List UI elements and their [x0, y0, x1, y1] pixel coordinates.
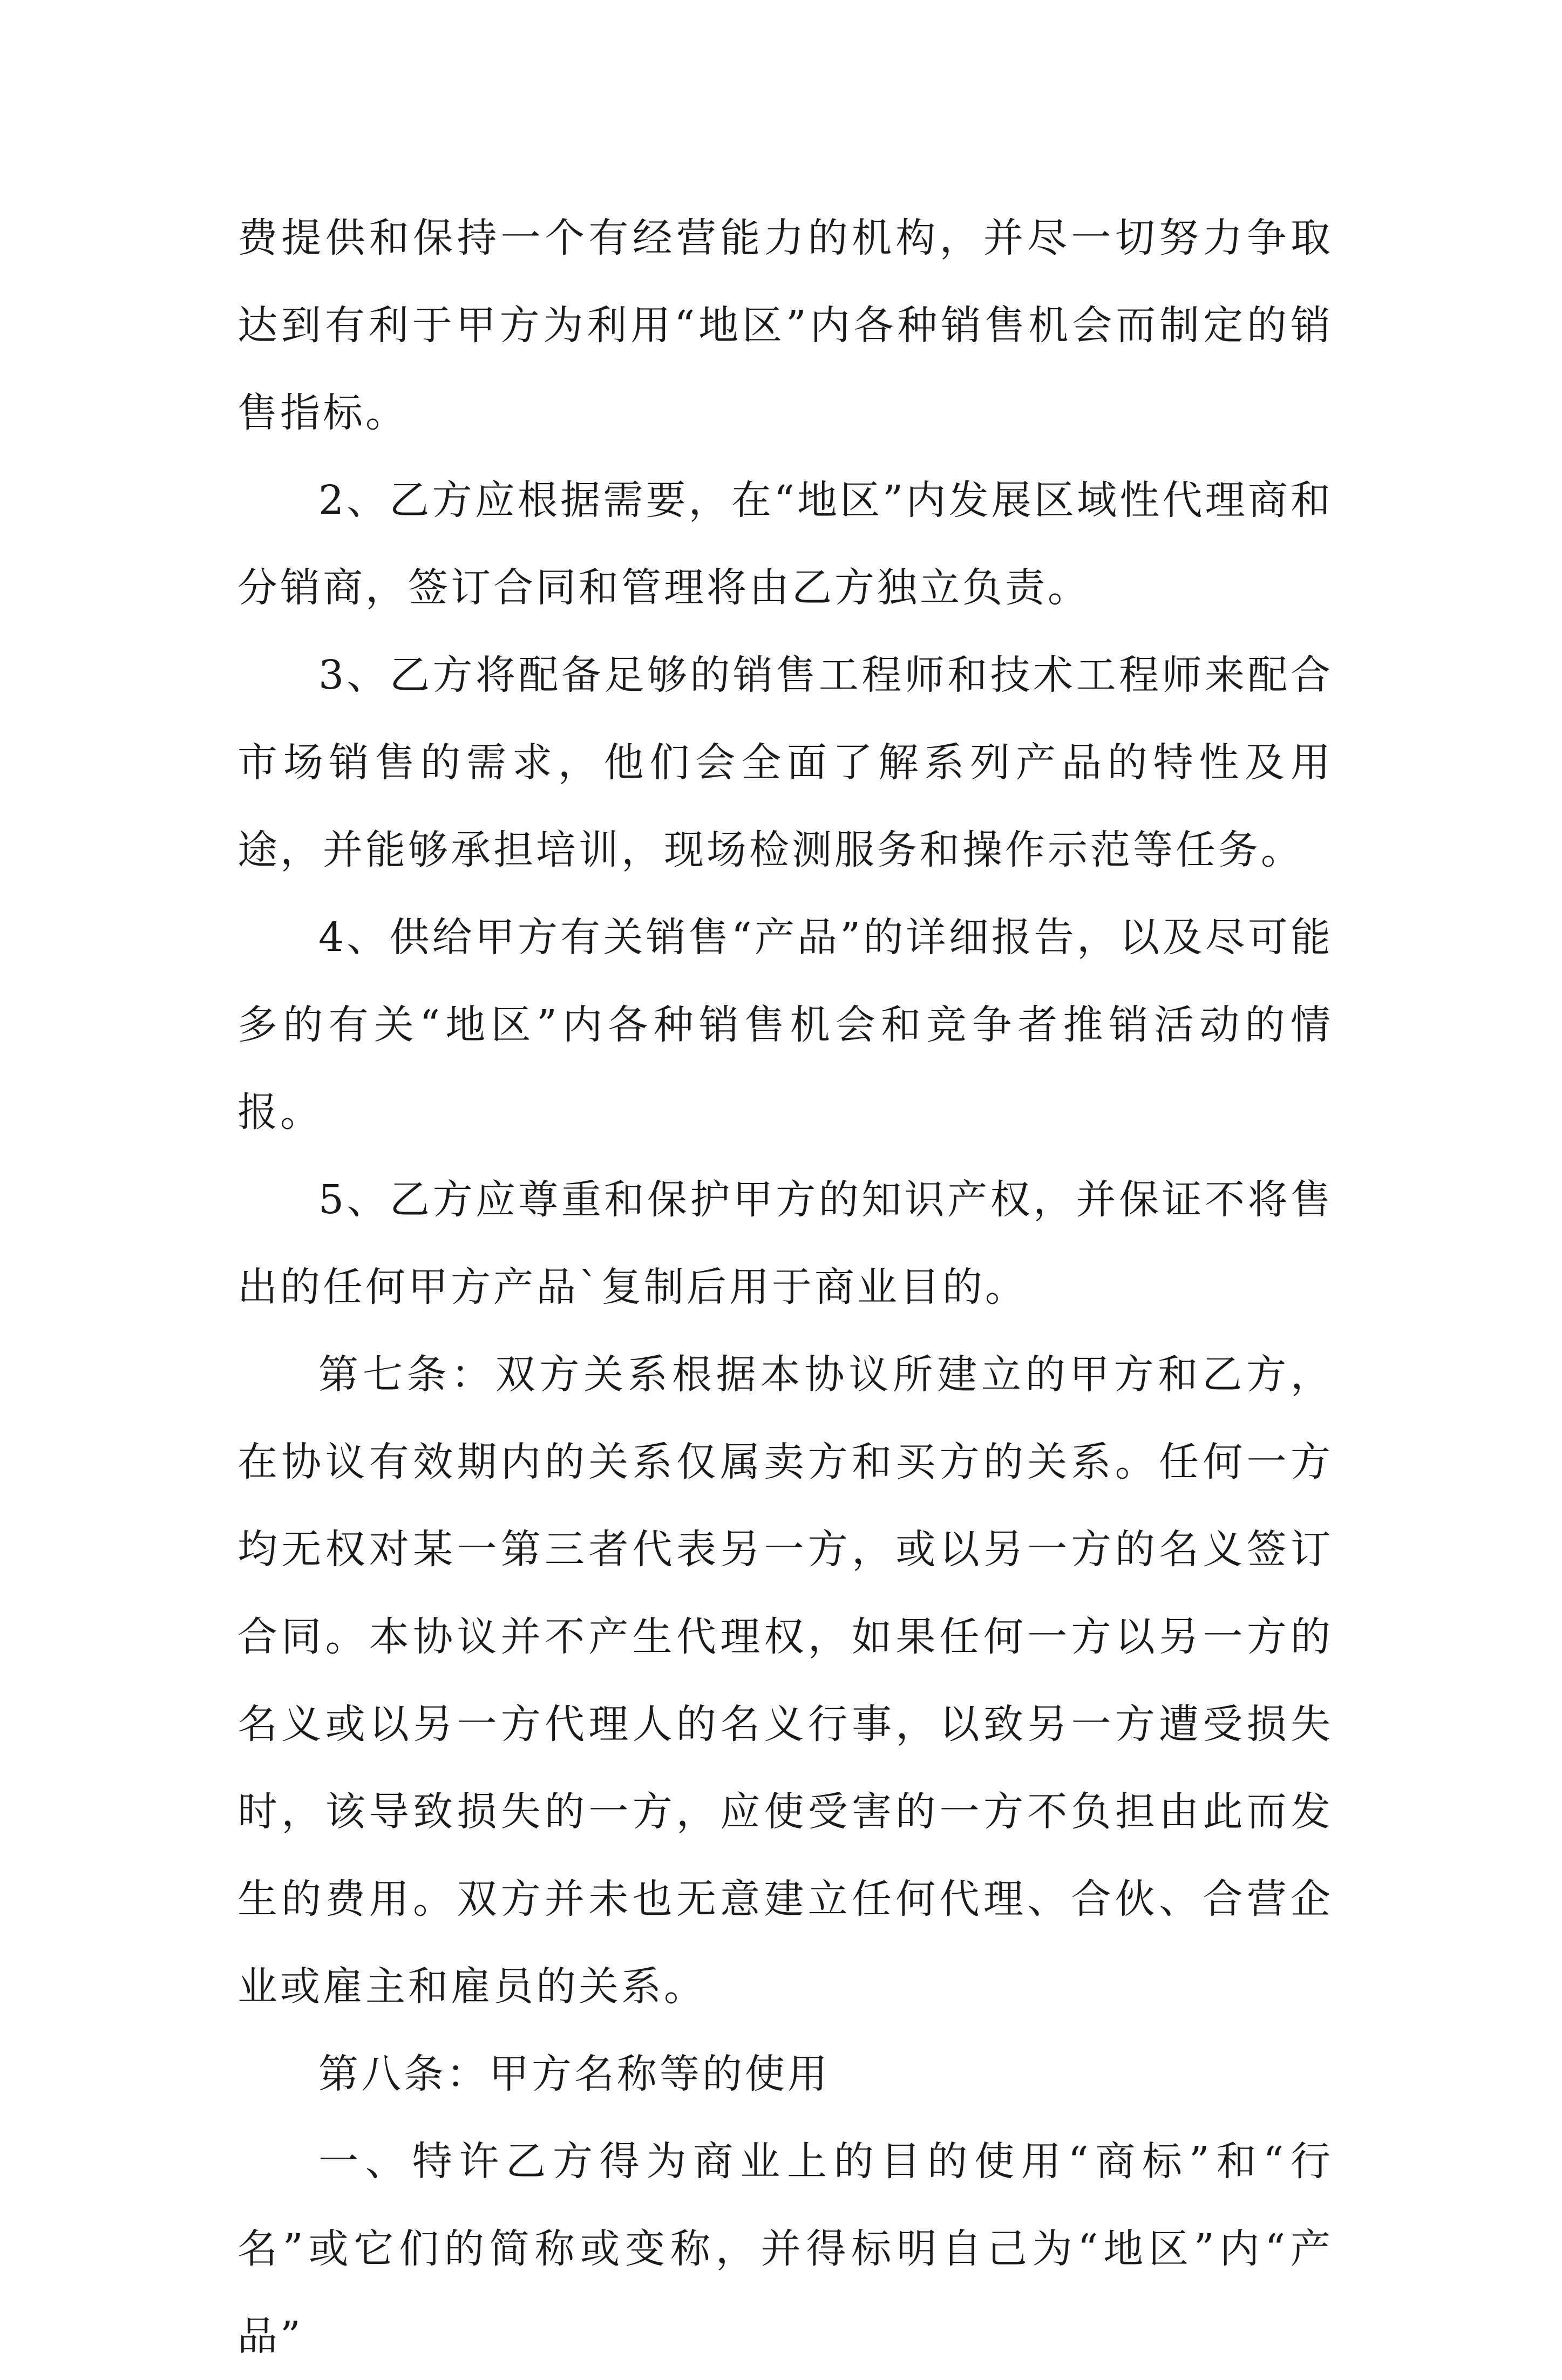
paragraph-continuation: 费提供和保持一个有经营能力的机构，并尽一切努力争取达到有利于甲方为利用“地区”内各种销售机会而制定的销售指标。 — [237, 215, 1333, 436]
paragraph-item-4: 4、供给甲方有关销售“产品”的详细报告，以及尽可能多的有关“地区”内各种销售机会和竞争者推销活动的情报。 — [237, 914, 1333, 1135]
paragraph-article-8-heading: 第八条：甲方名称等的使用 — [318, 2051, 830, 2097]
paragraph-article-8-clause-1: 一、特许乙方得为商业上的目的使用“商标”和“行名”或它们的简称或变称，并得标明自己为“地区”内“产品” — [237, 2138, 1333, 2359]
paragraph-item-5: 5、乙方应尊重和保护甲方的知识产权，并保证不将售出的任何甲方产品`复制后用于商业目的。 — [237, 1177, 1333, 1310]
document-body — [237, 194, 1333, 2380]
paragraph-item-3: 3、乙方将配备足够的销售工程师和技术工程师来配合市场销售的需求，他们会全面了解系列产品的特性及用途，并能够承担培训，现场检测服务和操作示范等任务。 — [237, 652, 1333, 873]
paragraph-article-7: 第七条：双方关系根据本协议所建立的甲方和乙方，在协议有效期内的关系仅属卖方和买方的关系。任何一方均无权对某一第三者代表另一方，或以另一方的名义签订合同。本协议并不产生代理权，如果任何一方以另一方的名义或以另一方代理人的名义行事，以致另一方遭受损失时，该导致损失的一方，应使受害的一方不负担由此而发生的费用。双方并未也无意建立任何代理、合伙、合营企业或雇主和雇员的关系。 — [237, 1351, 1333, 2010]
paragraph-item-2: 2、乙方应根据需要，在“地区”内发展区域性代理商和分销商，签订合同和管理将由乙方独立负责。 — [237, 477, 1333, 611]
